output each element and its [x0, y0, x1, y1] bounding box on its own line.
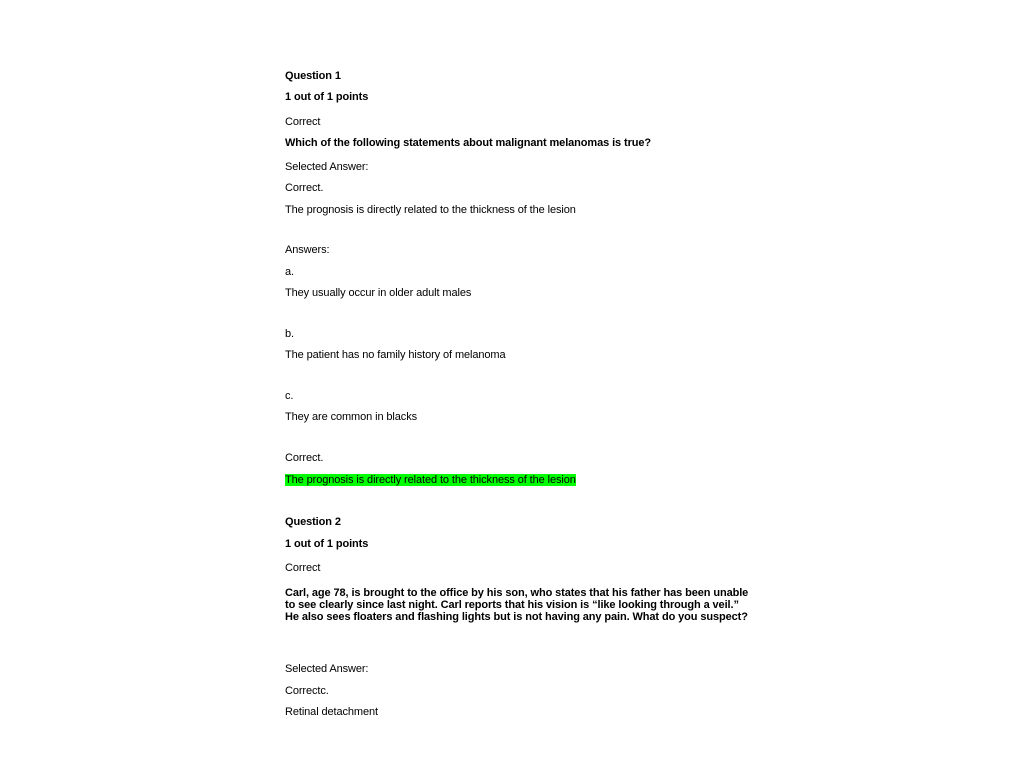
quiz-results-page — [285, 0, 755, 768]
question-1-answers-label: Answers: — [285, 244, 330, 256]
question-2-selected-label: Selected Answer: — [285, 663, 369, 675]
question-1-status: Correct — [285, 116, 321, 128]
question-2-status: Correct — [285, 562, 321, 574]
question-2-selected-status: Correctc. — [285, 685, 329, 697]
answer-d-correct-text — [285, 474, 576, 487]
answer-c-letter: c. — [285, 390, 294, 402]
question-2-title: Question 2 — [285, 516, 341, 528]
question-1-title: Question 1 — [285, 70, 341, 82]
question-2-points: 1 out of 1 points — [285, 538, 369, 550]
question-1-selected-answer: The prognosis is directly related to the thickness of the lesion — [285, 204, 576, 216]
answer-b-text: The patient has no family history of melanoma — [285, 349, 506, 361]
answer-a-letter: a. — [285, 266, 294, 278]
answer-c-text: They are common in blacks — [285, 411, 417, 423]
question-2-text: Carl, age 78, is brought to the office by his son, who states that his father has been unable to see clearly since last night. Carl reports that his vision is “like looking through a veil.” He also sees floaters and flashing lights but is not having any pain. What do you suspect? — [285, 587, 749, 623]
answer-d-status: Correct. — [285, 452, 324, 464]
answer-a-text: They usually occur in older adult males — [285, 287, 472, 299]
question-1-selected-status: Correct. — [285, 182, 324, 194]
correct-answer-highlight: The prognosis is directly related to the thickness of the lesion — [285, 474, 576, 486]
question-1-points: 1 out of 1 points — [285, 91, 369, 103]
question-1-selected-label: Selected Answer: — [285, 161, 369, 173]
question-2-selected-answer: Retinal detachment — [285, 706, 378, 718]
question-1-text: Which of the following statements about malignant melanomas is true? — [285, 137, 652, 149]
answer-b-letter: b. — [285, 328, 294, 340]
